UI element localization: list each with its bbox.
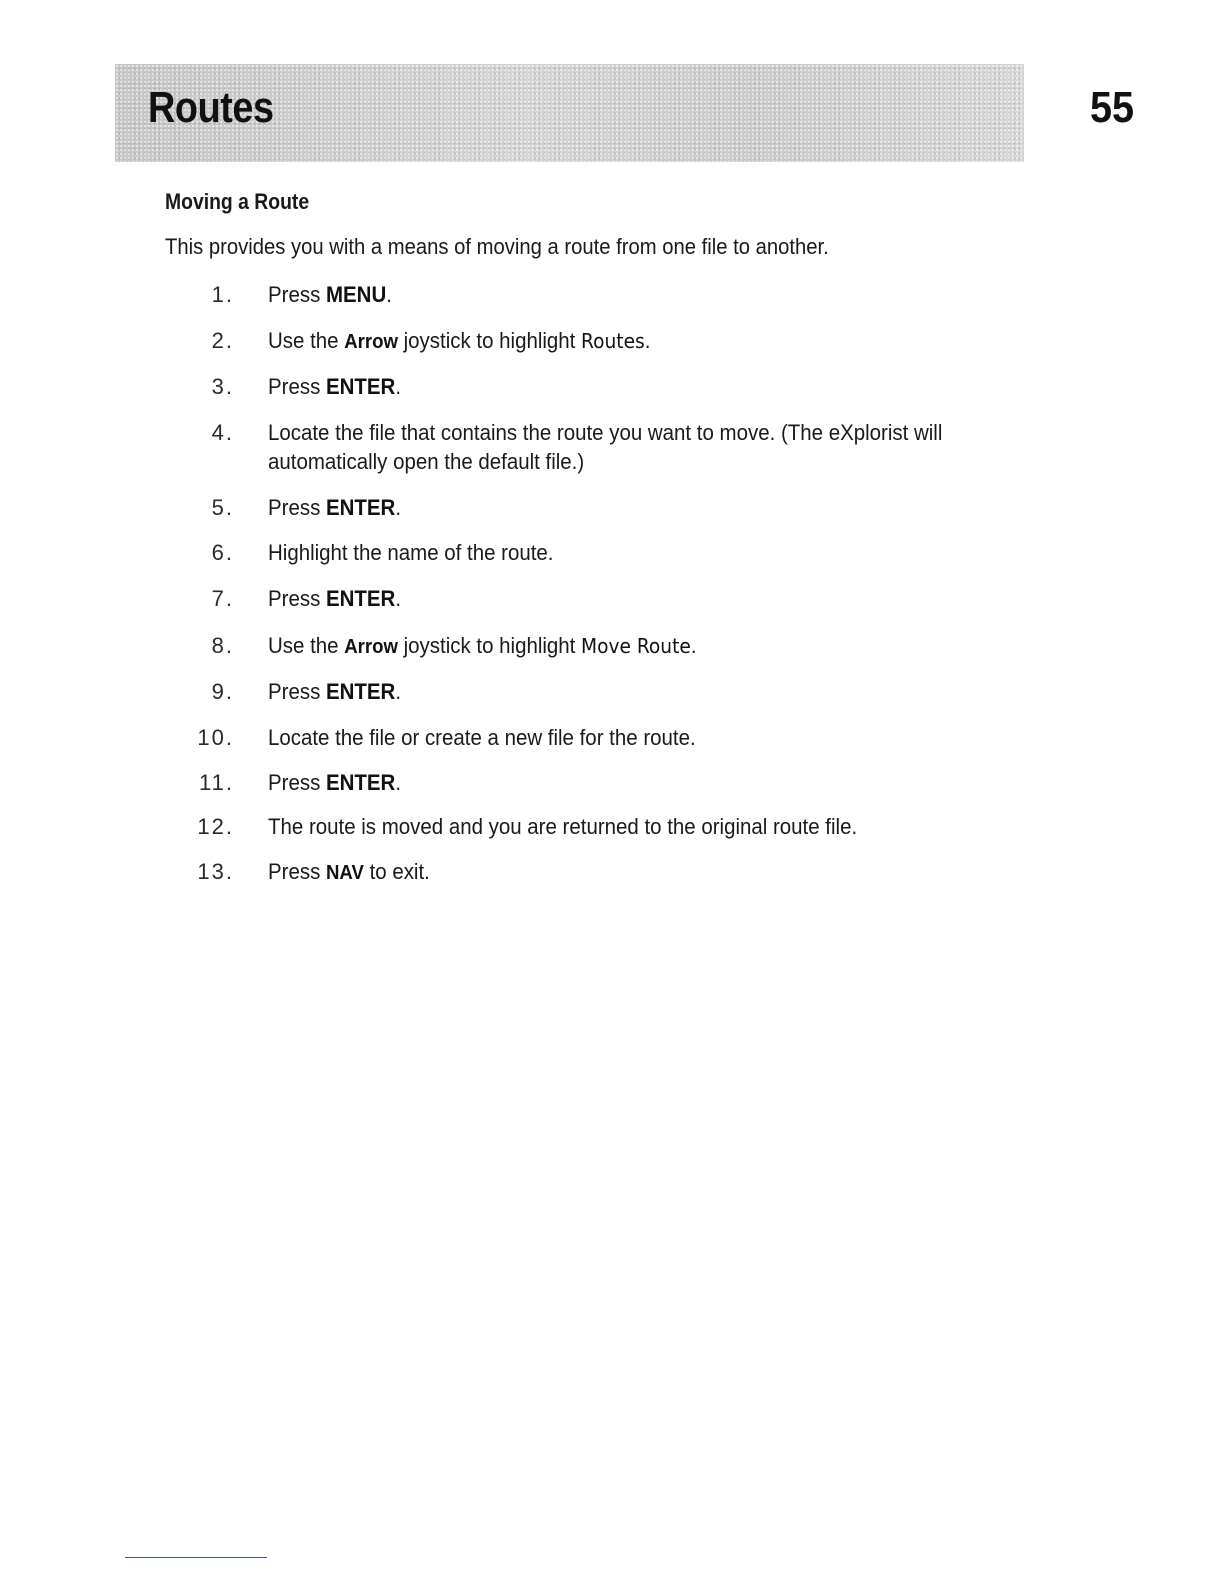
step-text: Press ENTER. (268, 586, 402, 611)
step-text: Press ENTER. (268, 374, 402, 399)
key-name: ENTER (325, 374, 396, 399)
key-name: ENTER (325, 586, 396, 611)
step-text: Press MENU. (268, 282, 392, 307)
step-number: 1. (211, 282, 234, 307)
page-number: 55 (1090, 83, 1135, 132)
key-name: ENTER (325, 495, 396, 520)
step-number: 12. (197, 814, 234, 839)
key-name: Arrow (344, 636, 398, 658)
step-number: 3. (211, 374, 234, 399)
menu-term: Routes (581, 329, 645, 353)
step-number: 10. (197, 725, 234, 750)
step-text: Use the Arrow joystick to highlight Move Route. (268, 633, 697, 658)
subheading: Moving a Route (165, 189, 310, 214)
step-number: 11. (199, 770, 234, 795)
step-number: 2. (211, 328, 234, 353)
key-name: NAV (325, 862, 364, 884)
step-text: Locate the file or create a new file for the route. (268, 725, 696, 750)
step-text: Press NAV to exit. (268, 859, 430, 884)
step-number: 7. (211, 586, 234, 611)
step-number: 8. (211, 633, 234, 658)
footer-rule (125, 1557, 267, 1558)
intro-paragraph: This provides you with a means of moving a route from one file to another. (165, 234, 829, 259)
key-name: Arrow (344, 331, 398, 353)
step-number: 5. (211, 495, 234, 520)
step-text: Press ENTER. (268, 770, 402, 795)
step-text: Press ENTER. (268, 495, 402, 520)
step-text: The route is moved and you are returned to the original route file. (268, 814, 858, 839)
step-text: Highlight the name of the route. (268, 540, 554, 565)
key-name: ENTER (325, 770, 396, 795)
step-number: 6. (211, 540, 234, 565)
step-text: Use the Arrow joystick to highlight Routes. (268, 328, 651, 353)
menu-term: Move Route (581, 634, 691, 658)
step-number: 9. (211, 679, 234, 704)
key-name: ENTER (325, 679, 396, 704)
key-name: MENU (325, 282, 387, 307)
step-number: 13. (197, 859, 234, 884)
section-title: Routes (148, 83, 274, 132)
step-number: 4. (211, 420, 234, 445)
step-text: Press ENTER. (268, 679, 402, 704)
step-text: Locate the file that contains the route you want to move. (The eXplorist will automatically open the default file.) (268, 420, 943, 474)
